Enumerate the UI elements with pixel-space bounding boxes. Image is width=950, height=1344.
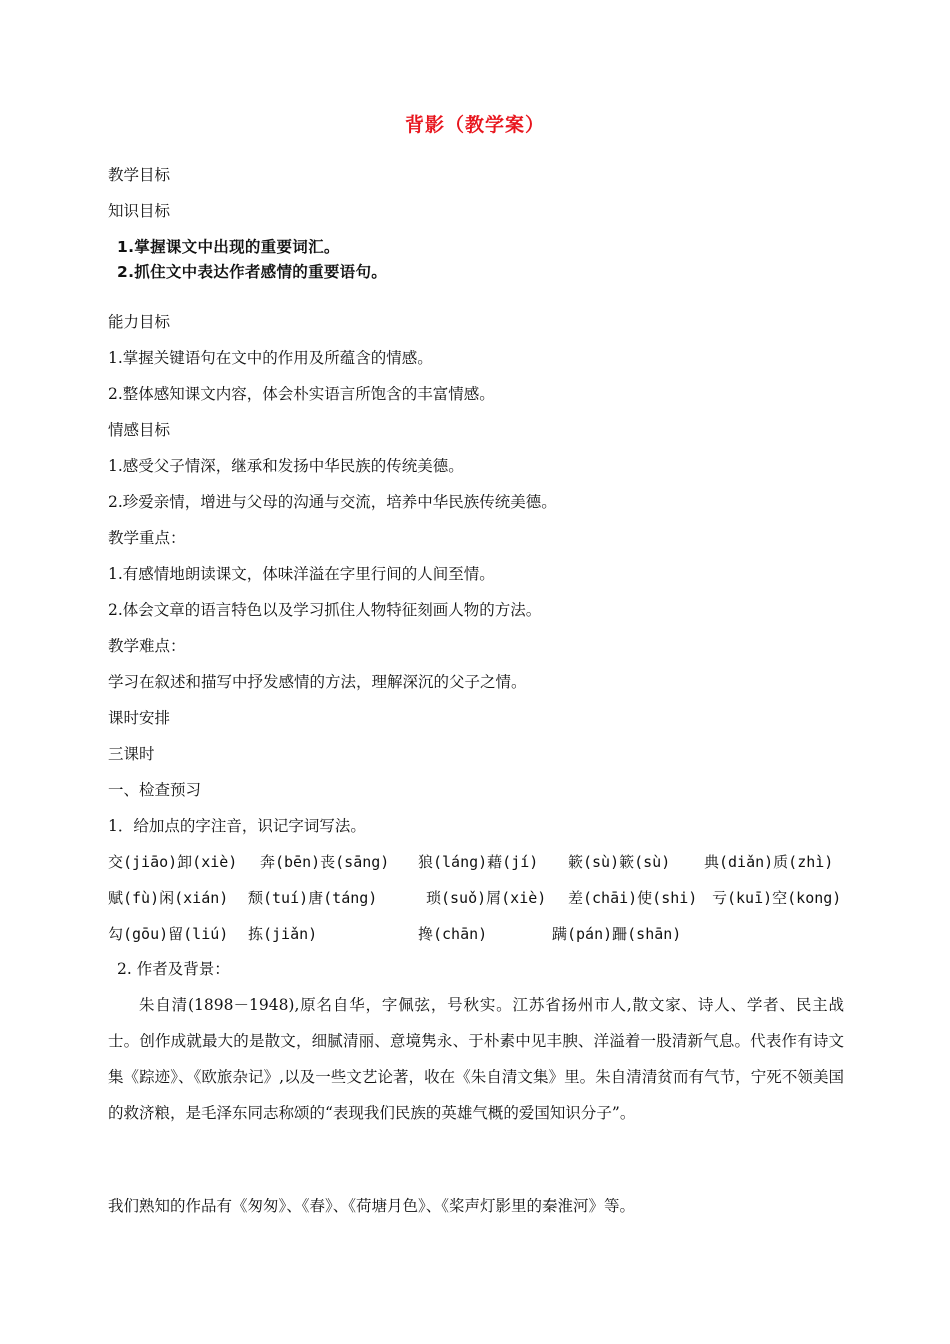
pinyin-word: 琐(suǒ)屑(xiè): [426, 889, 547, 907]
section-check-preview: 一、检查预习: [108, 781, 202, 799]
emotion-item-1: 1.感受父子情深，继承和发扬中华民族的传统美德。: [108, 457, 464, 475]
author-background-paragraph: 朱自清(1898－1948),原名自华，字佩弦，号秋实。江苏省扬州市人,散文家、诗人、学者、民主战士。创作成就最大的是散文，细腻清丽、意境隽永、于朴素中见丰腴、洋溢着一股清新气息。代表作有诗文集《踪迹》、《欧旅杂记》,以及一些文艺论著，收在《朱自清文集》里。朱自清清贫而有气节，宁死不领美国的救济粮，是毛泽东同志称颂的“表现我们民族的英雄气概的爱国知识分子”。: [108, 996, 844, 1122]
pinyin-row-2: [108, 887, 848, 907]
heading-teaching-goals: 教学目标: [108, 166, 171, 184]
question-2: 2. 作者及背景：: [117, 960, 230, 978]
key-item-1: 1.有感情地朗读课文，体味洋溢在字里行间的人间至情。: [108, 565, 495, 583]
pinyin-word: 交(jiāo)卸(xiè): [108, 853, 238, 871]
emotion-item-2: 2.珍爱亲情，增进与父母的沟通与交流，培养中华民族传统美德。: [108, 493, 557, 511]
knowledge-item-1: 1.掌握课文中出现的重要词汇。: [117, 238, 340, 256]
works-line: 我们熟知的作品有《匆匆》、《春》、《荷塘月色》、《桨声灯影里的秦淮河》等。: [108, 1197, 636, 1215]
schedule-value: 三课时: [108, 745, 155, 763]
pinyin-word: 赋(fù)闲(xián): [108, 889, 229, 907]
pinyin-row-3: [108, 923, 848, 943]
question-1: 1．给加点的字注音，识记字词写法。: [108, 817, 366, 835]
heading-key-points: 教学重点：: [108, 529, 186, 547]
key-item-2: 2.体会文章的语言特色以及学习抓住人物特征刻画人物的方法。: [108, 601, 542, 619]
pinyin-word: 簌(sù)簌(sù): [568, 853, 671, 871]
pinyin-word: 亏(kuī)空(kong): [712, 889, 842, 907]
pinyin-word: 颓(tuí)唐(táng): [248, 889, 378, 907]
heading-difficult-points: 教学难点：: [108, 637, 186, 655]
difficult-text: 学习在叙述和描写中抒发感情的方法，理解深沉的父子之情。: [108, 673, 527, 691]
heading-ability-goals: 能力目标: [108, 313, 171, 331]
heading-emotion-goals: 情感目标: [108, 421, 171, 439]
pinyin-word: 典(diǎn)质(zhì): [704, 853, 834, 871]
pinyin-word: 蹒(pán)跚(shān): [552, 925, 682, 943]
ability-item-2: 2.整体感知课文内容，体会朴实语言所饱含的丰富情感。: [108, 385, 495, 403]
pinyin-row-1: [108, 851, 848, 871]
document-title: 背影（教学案）: [404, 114, 545, 136]
pinyin-word: 差(chāi)使(shi): [568, 889, 698, 907]
pinyin-word: 拣(jiǎn): [248, 925, 318, 943]
pinyin-word: 搀(chān): [418, 925, 488, 943]
pinyin-word: 勾(gōu)留(liú): [108, 925, 229, 943]
pinyin-word: 狼(láng)藉(jí): [418, 853, 539, 871]
heading-knowledge-goals: 知识目标: [108, 202, 171, 220]
knowledge-item-2: 2.抓住文中表达作者感情的重要语句。: [117, 263, 388, 281]
pinyin-word: 奔(bēn)丧(sāng): [260, 853, 390, 871]
ability-item-1: 1.掌握关键语句在文中的作用及所蕴含的情感。: [108, 349, 433, 367]
heading-schedule: 课时安排: [108, 709, 171, 727]
